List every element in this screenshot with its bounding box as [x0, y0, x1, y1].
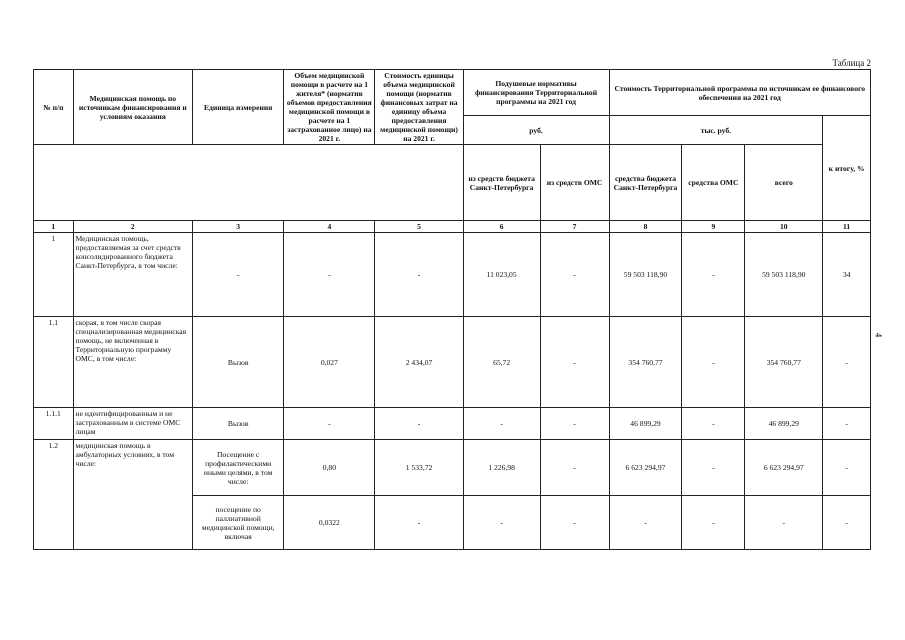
- header-unit-thous-rub: тыс. руб.: [609, 116, 823, 145]
- row-pc-oms: -: [540, 440, 609, 496]
- header-per-capita-group: Подушевые нормативы финансирования Территориальной программы на 2021 год: [463, 70, 609, 116]
- row-pc-oms: -: [540, 317, 609, 408]
- row-num: 1: [34, 233, 74, 317]
- row-pc-budget: -: [463, 408, 540, 440]
- column-number: 10: [745, 221, 823, 233]
- column-number: 3: [193, 221, 284, 233]
- column-number: 2: [73, 221, 193, 233]
- header-pc-budget: из средств бюджета Санкт-Петербурга: [463, 145, 540, 221]
- row-tot-oms: -: [682, 440, 745, 496]
- row-cost: 1 533,72: [375, 440, 463, 496]
- row-pc-budget: 65,72: [463, 317, 540, 408]
- row-volume: 0,027: [284, 317, 375, 408]
- column-number: 4: [284, 221, 375, 233]
- row-pct: -: [823, 440, 871, 496]
- row-unit: Вызов: [193, 317, 284, 408]
- column-number: 5: [375, 221, 463, 233]
- row-pct: -: [823, 496, 871, 550]
- row-pc-budget: -: [463, 496, 540, 550]
- table-row: [34, 408, 871, 440]
- row-name: медицинская помощь в амбулаторных условиях, в том числе:: [73, 440, 193, 550]
- row-pc-budget: 11 023,05: [463, 233, 540, 317]
- row-cost: -: [375, 408, 463, 440]
- row-cost: -: [375, 233, 463, 317]
- row-tot-all: 59 503 118,90: [745, 233, 823, 317]
- header-care-type: Медицинская помощь по источникам финансирования и условиям оказания: [73, 70, 193, 145]
- header-tot-budget: средства бюджета Санкт-Петербурга: [609, 145, 682, 221]
- row-cost: 2 434,07: [375, 317, 463, 408]
- header-unit-cost: Стоимость единицы объема медицинской помощи (норматив финансовых затрат на единицу объема предоставления медицинской помощи) на 2021 г.: [375, 70, 463, 145]
- row-volume: 0,0322: [284, 496, 375, 550]
- row-tot-budget: 59 503 118,90: [609, 233, 682, 317]
- row-name: не идентифицированным и не застрахованным в системе ОМС лицам: [73, 408, 193, 440]
- row-num: 1.2: [34, 440, 74, 550]
- row-tot-oms: -: [682, 496, 745, 550]
- row-tot-budget: 46 899,29: [609, 408, 682, 440]
- row-unit: Вызов: [193, 408, 284, 440]
- table-row: [34, 317, 871, 408]
- row-pc-oms: -: [540, 496, 609, 550]
- financing-table: [33, 69, 871, 550]
- header-total-cost-group: Стоимость Территориальной программы по источникам ее финансового обеспечения на 2021 год: [609, 70, 870, 116]
- row-num: 1.1: [34, 317, 74, 408]
- row-pct: -: [823, 317, 871, 408]
- row-pc-oms: -: [540, 408, 609, 440]
- table-row: [34, 440, 871, 496]
- header-volume: Объем медицинской помощи в расчете на 1 жителя* (норматив объемов предоставления медицинской помощи в расчете на 1 застрахованное лицо) на 2021 г.: [284, 70, 375, 145]
- row-pc-oms: -: [540, 233, 609, 317]
- row-name: скорая, в том числе скорая специализированная медицинская помощь, не включенная в Территориальную программу ОМС, в том числе:: [73, 317, 193, 408]
- header-num: № п/п: [34, 70, 74, 145]
- row-volume: -: [284, 408, 375, 440]
- row-unit: Посещение с профилактическими иными целями, в том числе:: [193, 440, 284, 496]
- header-unit: Единица измерения: [193, 70, 284, 145]
- row-num: 1.1.1: [34, 408, 74, 440]
- row-tot-oms: -: [682, 233, 745, 317]
- column-number: 7: [540, 221, 609, 233]
- row-tot-all: 354 760,77: [745, 317, 823, 408]
- row-unit: посещение по паллиативной медицинской помощи, включая: [193, 496, 284, 550]
- row-pc-budget: 1 226,98: [463, 440, 540, 496]
- row-tot-all: -: [745, 496, 823, 550]
- column-number: 8: [609, 221, 682, 233]
- row-tot-budget: 354 760,77: [609, 317, 682, 408]
- row-pct: 34: [823, 233, 871, 317]
- column-number: 11: [823, 221, 871, 233]
- row-volume: -: [284, 233, 375, 317]
- header-spacer: [34, 145, 464, 221]
- table-label: Таблица 2: [832, 58, 871, 68]
- row-tot-all: 46 899,29: [745, 408, 823, 440]
- row-cost: -: [375, 496, 463, 550]
- row-tot-budget: 6 623 294,97: [609, 440, 682, 496]
- column-number-row: [34, 221, 871, 233]
- header-unit-rub: руб.: [463, 116, 609, 145]
- row-tot-budget: -: [609, 496, 682, 550]
- page-number: 4: [873, 332, 884, 338]
- row-tot-all: 6 623 294,97: [745, 440, 823, 496]
- row-tot-oms: -: [682, 317, 745, 408]
- header-tot-oms: средства ОМС: [682, 145, 745, 221]
- header-percent: к итогу, %: [823, 116, 871, 221]
- row-pct: -: [823, 408, 871, 440]
- table-row: [34, 233, 871, 317]
- column-number: 6: [463, 221, 540, 233]
- row-name: Медицинская помощь, предоставляемая за счет средств консолидированного бюджета Санкт-Петербурга, в том числе:: [73, 233, 193, 317]
- row-volume: 0,80: [284, 440, 375, 496]
- header-pc-oms: из средств ОМС: [540, 145, 609, 221]
- row-tot-oms: -: [682, 408, 745, 440]
- header-tot-all: всего: [745, 145, 823, 221]
- row-unit: -: [193, 233, 284, 317]
- column-number: 9: [682, 221, 745, 233]
- column-number: 1: [34, 221, 74, 233]
